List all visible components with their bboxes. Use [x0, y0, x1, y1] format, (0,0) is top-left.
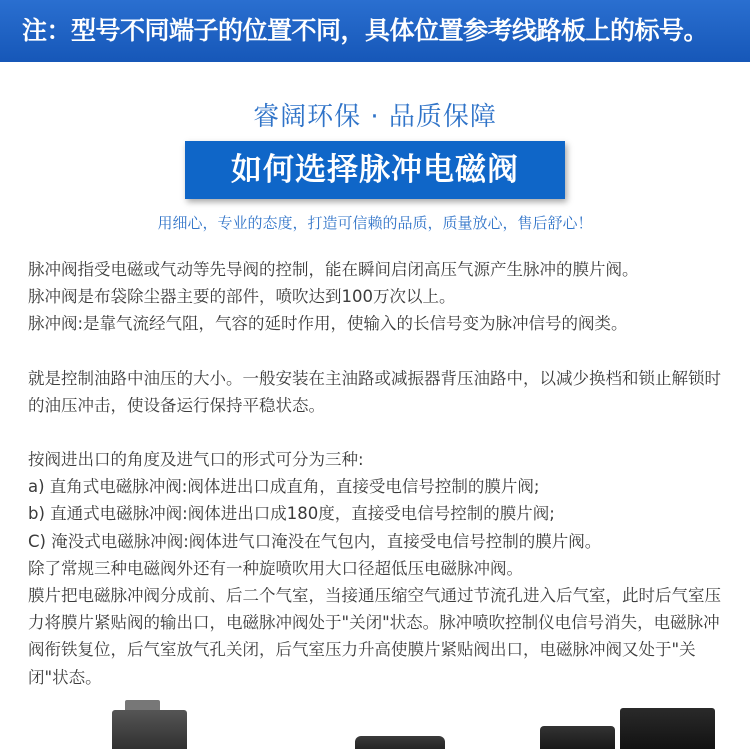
notice-banner	[0, 0, 750, 62]
paragraph: 膜片把电磁脉冲阀分成前、后二个气室，当接通压缩空气通过节流孔进入后气室，此时后气室压力将膜片紧贴阀的输出口，电磁脉冲阀处于"关闭"状态。脉冲喷吹控制仪电信号消失，电磁脉冲阀衔铁复位，后气室放气孔关闭，后气室压力升高使膜片紧贴阀出口，电磁脉冲阀又处于"关闭"状态。	[28, 586, 721, 687]
paragraph: 就是控制油路中油压的大小。一般安装在主油路或减振器背压油路中，以减少换档和锁止解锁时的油压冲击，使设备运行保持平稳状态。	[28, 368, 721, 415]
paragraph: 脉冲阀指受电磁或气动等先导阀的控制，能在瞬间启闭高压气源产生脉冲的膜片阀。	[28, 260, 639, 279]
notice-text: 注：型号不同端子的位置不同，具体位置参考线路板上的标号。	[22, 16, 709, 45]
brand-tagline: 睿阔环保 · 品质保障	[253, 102, 497, 132]
valve-image	[540, 726, 615, 749]
paragraph: 按阀进出口的角度及进气口的形式可分为三种:	[28, 450, 364, 470]
product-photos	[0, 700, 750, 749]
list-item: b) 直通式电磁脉冲阀:阀体进出口成180度，直接受电信号控制的膜片阀;	[28, 504, 555, 524]
paragraph: 脉冲阀:是靠气流经气阻，气容的延时作用，使输入的长信号变为脉冲信号的阀类。	[28, 314, 628, 334]
spacer	[28, 338, 730, 365]
article-body	[28, 256, 730, 691]
valve-image	[355, 736, 445, 749]
list-item: a) 直角式电磁脉冲阀:阀体进出口成直角，直接受电信号控制的膜片阀;	[28, 477, 540, 497]
paragraph: 脉冲阀是布袋除尘器主要的部件，喷吹达到100万次以上。	[28, 287, 456, 307]
list-item: C) 淹没式电磁脉冲阀:阀体进气口淹没在气包内，直接受电信号控制的膜片阀。	[28, 531, 602, 551]
page-title: 如何选择脉冲电磁阀	[185, 141, 565, 199]
valve-image	[620, 708, 715, 749]
spacer	[28, 419, 730, 446]
paragraph: 除了常规三种电磁阀外还有一种旋喷吹用大口径超低压电磁脉冲阀。	[28, 558, 523, 578]
valve-body-image	[112, 710, 187, 749]
slogan: 用细心，专业的态度，打造可信赖的品质，质量放心，售后舒心！	[157, 214, 593, 232]
